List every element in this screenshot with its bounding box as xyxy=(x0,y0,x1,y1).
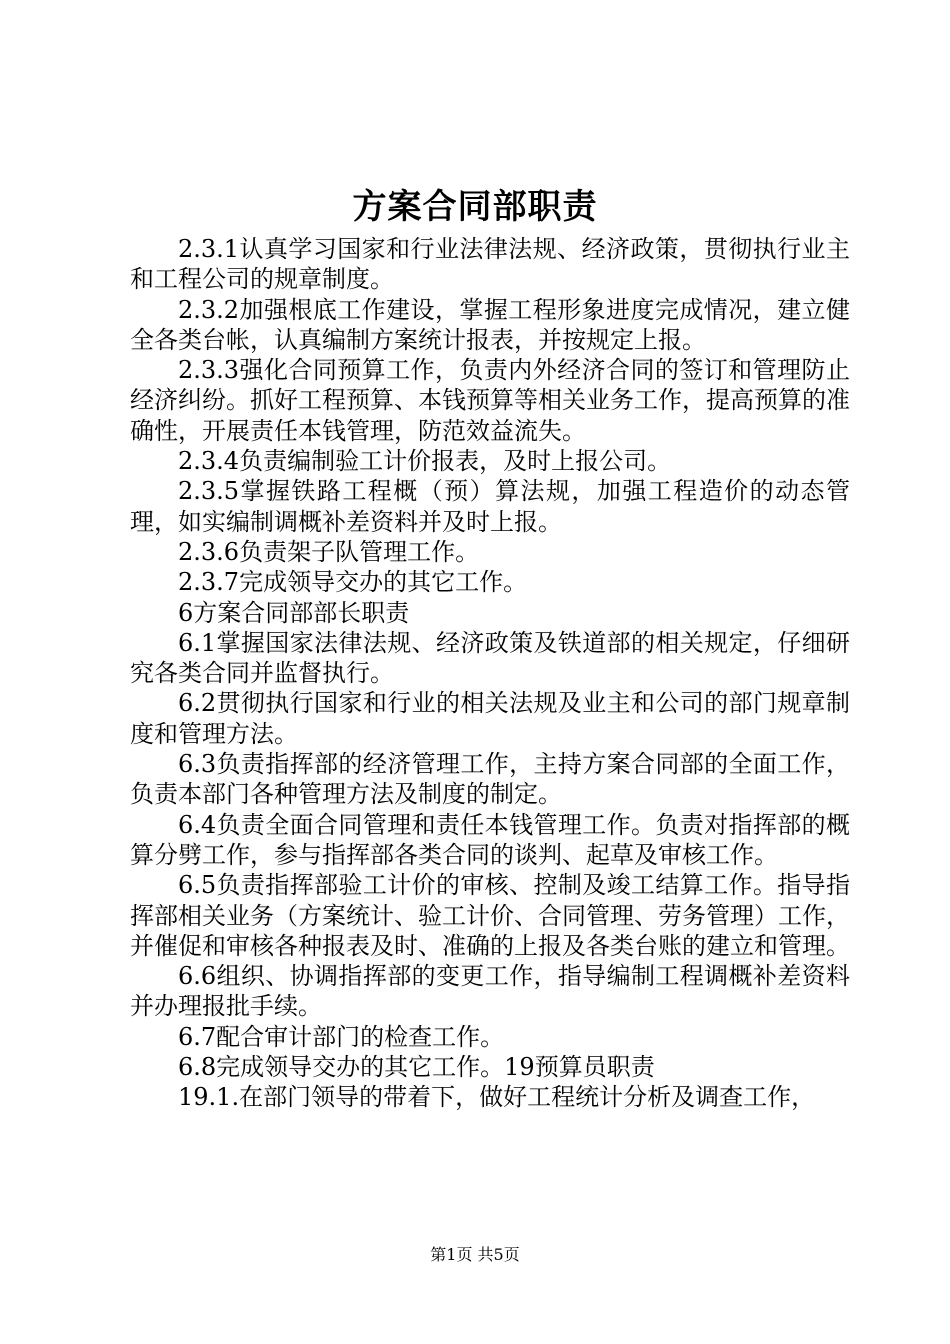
section-heading-6: 6方案合同部部长职责 xyxy=(178,598,410,627)
page-footer: 第1页 共5页 xyxy=(430,1245,520,1264)
paragraph-2-3-1: 2.3.1认真学习国家和行业法律法规、经济政策，贯彻执行业主和工程公司的规章制度。 xyxy=(130,235,850,294)
paragraph-6-5: 6.5负责指挥部验工计价的审核、控制及竣工结算工作。指导指挥部相关业务（方案统计、验工计价、合同管理、劳务管理）工作，并催促和审核各种报表及时、准确的上报及各类台账的建立和管理。 xyxy=(130,871,850,960)
paragraph-6-3: 6.3负责指挥部的经济管理工作，主持方案合同部的全面工作，负责本部门各种管理方法及制度的制定。 xyxy=(130,750,850,809)
paragraph-6-7: 6.7配合审计部门的检查工作。 xyxy=(178,1022,505,1051)
paragraph-19-1: 19.1.在部门领导的带着下，做好工程统计分析及调查工作， xyxy=(178,1083,816,1112)
paragraph-2-3-4: 2.3.4负责编制验工计价报表，及时上报公司。 xyxy=(178,447,672,476)
page-title: 方案合同部职责 xyxy=(352,187,598,227)
paragraph-2-3-2: 2.3.2加强根底工作建设，掌握工程形象进度完成情况，建立健全各类台帐，认真编制方案统计报表，并按规定上报。 xyxy=(130,295,850,354)
paragraph-2-3-3: 2.3.3强化合同预算工作，负责内外经济合同的签订和管理防止经济纠纷。抓好工程预算、本钱预算等相关业务工作，提高预算的准确性，开展责任本钱管理，防范效益流失。 xyxy=(130,356,850,445)
paragraph-2-3-7: 2.3.7完成领导交办的其它工作。 xyxy=(178,568,528,597)
paragraph-6-2: 6.2贯彻执行国家和行业的相关法规及业主和公司的部门规章制度和管理方法。 xyxy=(130,689,850,748)
document-body xyxy=(130,234,850,1113)
paragraph-6-1: 6.1掌握国家法律法规、经济政策及铁道部的相关规定，仔细研究各类合同并监督执行。 xyxy=(130,628,850,688)
paragraph-6-8: 6.8完成领导交办的其它工作。19预算员职责 xyxy=(178,1053,655,1082)
paragraph-6-4: 6.4负责全面合同管理和责任本钱管理工作。负责对指挥部的概算分劈工作，参与指挥部各类合同的谈判、起草及审核工作。 xyxy=(130,810,850,869)
paragraph-2-3-6: 2.3.6负责架子队管理工作。 xyxy=(178,537,480,566)
paragraph-2-3-5: 2.3.5掌握铁路工程概（预）算法规，加强工程造价的动态管理，如实编制调概补差资料并及时上报。 xyxy=(130,477,850,536)
paragraph-6-6: 6.6组织、协调指挥部的变更工作，指导编制工程调概补差资料并办理报批手续。 xyxy=(130,962,850,1021)
